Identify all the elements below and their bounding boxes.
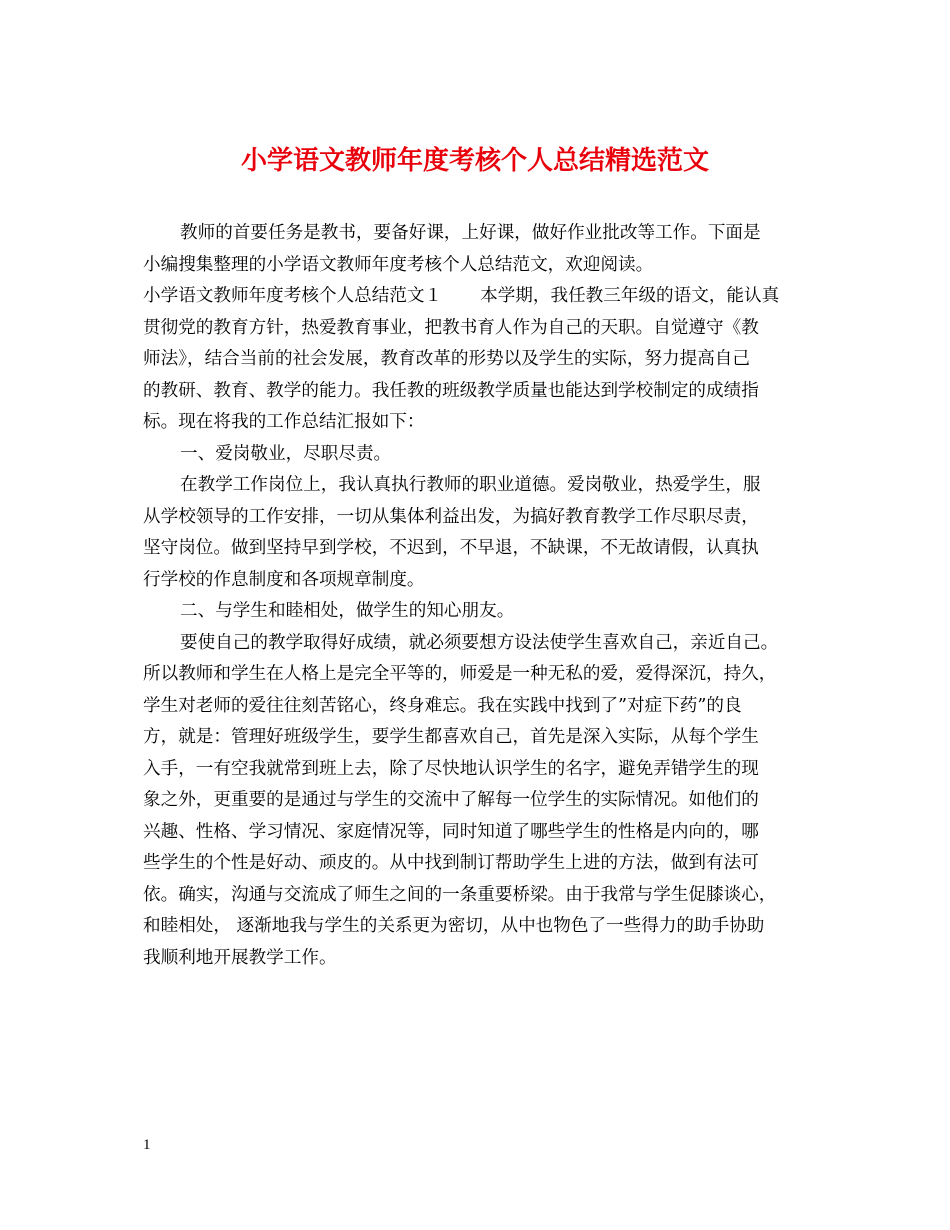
- body-line: 所以教师和学生在人格上是完全平等的，师爱是一种无私的爱，爱得深沉，持久，: [143, 664, 777, 684]
- body-line-with-heading: [143, 281, 813, 313]
- body-line: 要使自己的教学取得好成绩，就必须要想方设法使学生喜欢自己，亲近自己。: [180, 632, 779, 653]
- page-number: 1: [143, 1137, 151, 1153]
- body-line: 小编搜集整理的小学语文教师年度考核个人总结范文，欢迎阅读。: [143, 254, 654, 275]
- body-line-text: 本学期，我任教三年级的语文，能认真: [480, 286, 780, 306]
- body-line: 标。现在将我的工作总结汇报如下：: [143, 412, 425, 432]
- subheading-1: 一、爱岗敬业，尽职尽责。: [180, 443, 392, 464]
- body-line: 坚守岗位。做到坚持早到学校，不迟到，不早退，不缺课，不无故请假，认真执: [143, 538, 759, 558]
- subheading-2: 二、与学生和睦相处，做学生的知心朋友。: [180, 601, 515, 621]
- body-line: 教师的首要任务是教书，要备好课，上好课，做好作业批改等工作。下面是: [180, 223, 761, 243]
- body-line: 从学校领导的工作安排，一切从集体利益出发，为搞好教育教学工作尽职尽责，: [143, 506, 759, 527]
- body-line: 象之外，更重要的是通过与学生的交流中了解每一位学生的实际情况。如他们的: [143, 790, 759, 810]
- body-line: 入手，一有空我就常到班上去，除了尽快地认识学生的名字，避免弄错学生的现: [143, 758, 759, 779]
- body-line: 兴趣、性格、学习情况、家庭情况等，同时知道了哪些学生的性格是内向的，哪: [143, 821, 759, 842]
- body-line: 些学生的个性是好动、顽皮的。从中找到制订帮助学生上进的方法，做到有法可: [143, 853, 759, 873]
- body-line: 依。确实，沟通与交流成了师生之间的一条重要桥梁。由于我常与学生促膝谈心，: [143, 884, 777, 905]
- document-title: 小学语文教师年度考核个人总结精选范文: [240, 146, 709, 176]
- body-line: 在教学工作岗位上，我认真执行教师的职业道德。爱岗敬业，热爱学生，服: [180, 475, 761, 495]
- body-line: 方，就是：管理好班级学生，要学生都喜欢自己，首先是深入实际，从每个学生: [143, 727, 759, 747]
- body-line: 贯彻党的教育方针，热爱教育事业，把教书育人作为自己的天职。自觉遵守《教: [143, 317, 759, 338]
- body-line: 学生对老师的爱往往刻苦铭心，终身难忘。我在实践中找到了”对症下药”的良: [143, 695, 742, 716]
- section-heading: 小学语文教师年度考核个人总结范文１: [143, 286, 443, 306]
- document-body: [143, 218, 813, 974]
- body-line: 我顺利地开展教学工作。: [143, 947, 337, 968]
- body-line: 师法》，结合当前的社会发展，教育改革的形势以及学生的实际，努力提高自己: [143, 349, 750, 369]
- body-line: 和睦相处， 逐渐地我与学生的关系更为密切，从中也物色了一些得力的助手协助: [143, 916, 765, 936]
- body-line: 行学校的作息制度和各项规章制度。: [143, 569, 425, 590]
- body-line: 的教研、教育、教学的能力。我任教的班级教学质量也能达到学校制定的成绩指: [143, 380, 759, 401]
